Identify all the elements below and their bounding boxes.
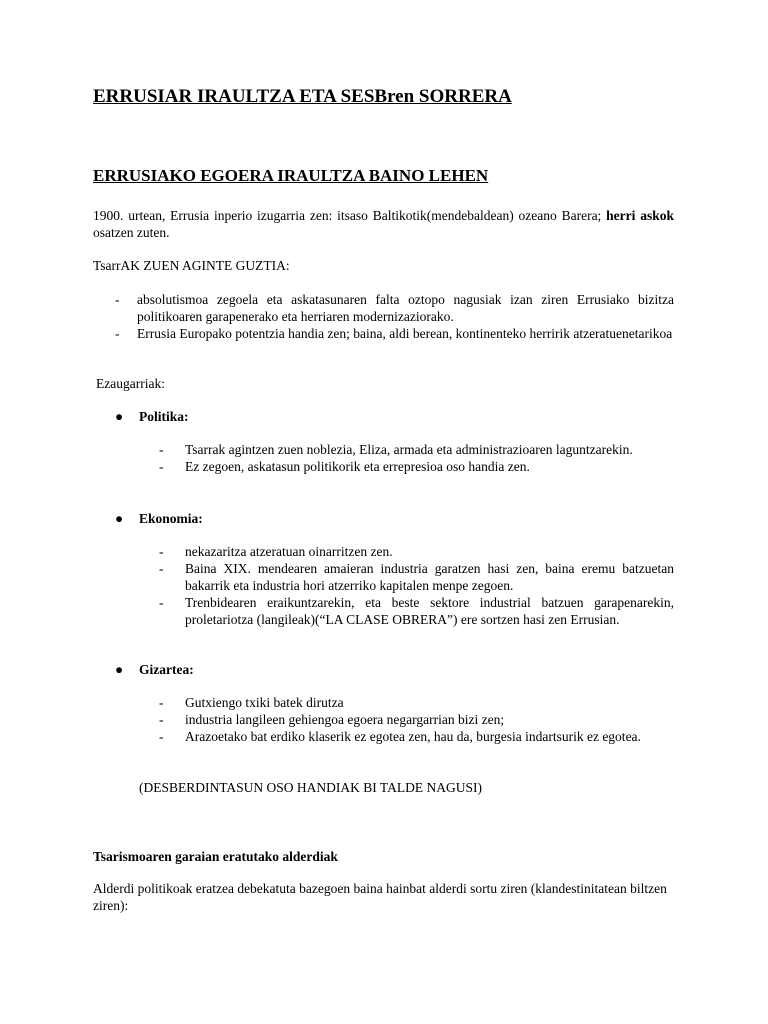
politika-heading-text: Politika: <box>139 409 189 424</box>
list-item-text: Errusia Europako potentzia handia zen; baina, aldi berean, kontinenteko herririk atzeratuenetarikoa <box>137 326 673 341</box>
ekonomia-heading <box>115 510 203 527</box>
parties-paragraph: Alderdi politikoak eratzea debekatuta bazegoen baina hainbat alderdi sortu ziren (klandestinitatean biltzen ziren): <box>93 881 667 913</box>
list-item <box>159 441 674 458</box>
document-title: ERRUSIAR IRAULTZA ETA SESBren SORRERA <box>93 86 512 107</box>
gizartea-list <box>159 694 674 745</box>
list-item <box>159 594 674 628</box>
inequality-note: (DESBERDINTASUN OSO HANDIAK BI TALDE NAGUSI) <box>139 780 482 795</box>
tsar-label: TsarrAK ZUEN AGINTE GUZTIA: <box>93 258 290 273</box>
dash-mark: - <box>159 561 164 576</box>
dash-mark: - <box>159 459 164 474</box>
dash-mark: - <box>115 292 120 307</box>
intro-text-before: 1900. urtean, Errusia inperio izugarria zen: itsaso Baltikotik(mendebaldean) ozeano Barera; <box>93 208 607 223</box>
list-item <box>159 728 674 745</box>
dash-mark: - <box>159 544 164 559</box>
dash-mark: - <box>159 712 164 727</box>
list-item <box>159 694 674 711</box>
features-label: Ezaugarriak: <box>96 376 165 391</box>
list-item <box>93 291 674 325</box>
intro-paragraph <box>93 207 674 241</box>
politika-heading <box>115 408 189 425</box>
list-item <box>159 560 674 594</box>
ekonomia-heading-text: Ekonomia: <box>139 511 203 526</box>
ekonomia-list <box>159 543 674 628</box>
parties-heading: Tsarismoaren garaian eratutako alderdiak <box>93 849 338 864</box>
list-item <box>159 543 674 560</box>
list-item-text: absolutismoa zegoela eta askatasunaren falta oztopo nagusiak izan ziren Errusiako bizitza politikoaren garapenerako eta herriaren modernizaziorako. <box>137 292 674 324</box>
dash-mark: - <box>115 326 120 341</box>
dash-mark: - <box>159 695 164 710</box>
list-item <box>93 325 674 342</box>
list-item-text: nekazaritza atzeratuan oinarritzen zen. <box>185 544 393 559</box>
list-item-text: Gutxiengo txiki batek dirutza <box>185 695 344 710</box>
tsar-points-list <box>93 291 674 342</box>
dash-mark: - <box>159 442 164 457</box>
gizartea-heading <box>115 661 194 678</box>
list-item <box>159 711 674 728</box>
politika-list <box>159 441 674 475</box>
list-item-text: industria langileen gehiengoa egoera negargarrian bizi zen; <box>185 712 505 727</box>
bullet-icon: ● <box>115 409 124 424</box>
bullet-icon: ● <box>115 662 124 677</box>
gizartea-heading-text: Gizartea: <box>139 662 194 677</box>
section-title: ERRUSIAKO EGOERA IRAULTZA BAINO LEHEN <box>93 166 489 185</box>
intro-text-after: osatzen zuten. <box>93 225 170 240</box>
list-item-text: Arazoetako bat erdiko klaserik ez egotea zen, hau da, burgesia indartsurik ez egotea. <box>185 729 641 744</box>
list-item-text: Ez zegoen, askatasun politikorik eta errepresioa oso handia zen. <box>185 459 530 474</box>
intro-bold-text: herri askok <box>606 208 674 223</box>
list-item-text: Trenbidearen eraikuntzarekin, eta beste sektore industrial batzuen garapenarekin, proletariotza (langileak)(“LA CLASE OBRERA”) ere sortzen hasi zen Errusian. <box>185 595 674 627</box>
dash-mark: - <box>159 595 164 610</box>
list-item-text: Baina XIX. mendearen amaieran industria garatzen hasi zen, baina eremu batzuetan bakarrik eta industria hori atzerriko kapitalen menpe zegoen. <box>185 561 674 593</box>
bullet-icon: ● <box>115 511 124 526</box>
list-item-text: Tsarrak agintzen zuen noblezia, Eliza, armada eta administrazioaren laguntzarekin. <box>185 442 633 457</box>
list-item <box>159 458 674 475</box>
dash-mark: - <box>159 729 164 744</box>
